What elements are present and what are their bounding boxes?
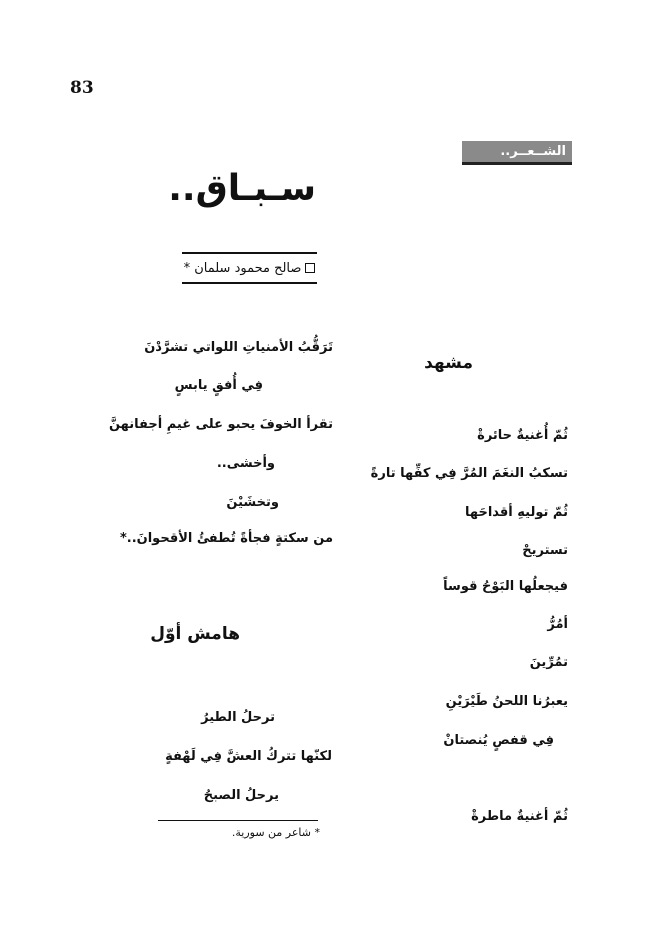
section-label: الشــعــر.. — [500, 144, 566, 159]
verse-line: فيجعلُها البَوْحُ قوساً — [443, 579, 568, 594]
poem-title: سـبـاق.. — [168, 168, 316, 209]
page-number: 83 — [70, 78, 94, 98]
section-badge — [462, 141, 572, 165]
section-heading-first-margin: هامش أوّل — [150, 624, 240, 644]
verse-line: يرحلُ الصبحُ — [203, 788, 279, 803]
verse-line: تقرأ الخوفَ يحبو على غيمِ أجفانهنَّ — [108, 417, 333, 432]
author-name: صالح محمود سلمان * — [183, 260, 302, 276]
footnote: * شاعر من سورية. — [231, 826, 320, 839]
verse-line: فِي أُفقٍ يابسٍ — [174, 378, 263, 393]
verse-line: ترحلُ الطيرُ — [201, 710, 275, 725]
verse-line: ثُمّ أُغنيةٌ حائرةْ — [477, 428, 568, 443]
verse-line: ثُمّ توليهِ أقداحَها — [465, 505, 568, 520]
verse-line: ثُمّ أغنيةٌ ماطرةْ — [471, 809, 568, 824]
verse-line: أمُرُّ — [547, 617, 568, 632]
section-heading-scene: مشهد — [424, 353, 473, 373]
verse-line: يعبرُنا اللحنُ طَيْرَيْنِ — [445, 694, 568, 709]
checkbox-square-icon — [305, 263, 315, 273]
verse-line: وتخشَيْنَ — [226, 495, 279, 510]
verse-line: وأخشى.. — [216, 456, 275, 471]
verse-line: لكنّها تتركُ العشَّ فِي لَهْفةٍ — [165, 749, 332, 764]
footnote-divider — [158, 820, 318, 821]
verse-line: فِي قفصٍ يُنصتانْ — [443, 733, 554, 748]
verse-line: تَرَقُّبُ الأمنياتِ اللواتي تشرَّدْنَ — [144, 340, 333, 355]
verse-line: تستريحْ — [522, 543, 568, 558]
verse-line: تسكبُ النغَمَ المُرَّ فِي كفِّها تارةً — [370, 466, 568, 481]
author-byline — [182, 252, 317, 284]
verse-line: من سكتةٍ فجأةً تُطفئُ الأقحوانَ..* — [119, 531, 333, 546]
verse-line: تمُرِّينَ — [529, 655, 568, 670]
